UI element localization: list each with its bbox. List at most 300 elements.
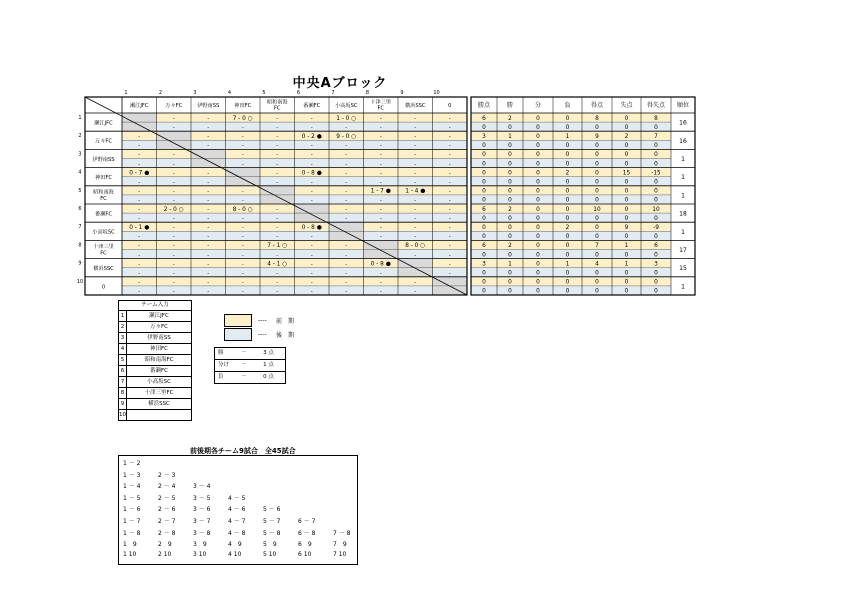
stat-value: 0 <box>624 179 629 186</box>
stat-value: 0 <box>595 197 599 204</box>
match-dash: - <box>241 243 244 250</box>
schedule-pairing: 1 － 7 <box>123 518 141 525</box>
legend-first-half <box>224 314 294 326</box>
match-dash: - <box>276 288 279 295</box>
stat-value: 0 <box>624 115 629 122</box>
stat-value: 0 <box>482 161 486 168</box>
match-dash: - <box>345 124 348 131</box>
schedule-pairing: 6 10 <box>298 550 312 558</box>
header-team-name: 万々FC <box>165 103 183 109</box>
match-dash: - <box>207 234 210 241</box>
stat-value: 0 <box>508 288 512 295</box>
registration-number: 5 <box>119 355 127 365</box>
registration-row <box>119 387 191 398</box>
registration-team-name[interactable]: 神田FC <box>149 346 168 352</box>
header-team-name: FC <box>377 105 385 112</box>
schedule-pairing: 3 10 <box>193 550 207 558</box>
registration-team-name[interactable]: 十津三里FC <box>144 390 174 396</box>
match-dash: - <box>138 252 141 259</box>
match-dash: - <box>345 288 348 295</box>
row-number: 8 <box>78 242 82 249</box>
registration-row <box>119 365 191 376</box>
stat-value: 8 <box>595 115 599 122</box>
column-number: 6 <box>296 90 301 96</box>
match-dash: - <box>207 279 210 286</box>
match-dash: - <box>241 152 244 159</box>
match-dash: - <box>448 188 451 195</box>
stat-value: 3 <box>654 261 658 268</box>
stat-value: 0 <box>536 143 540 150</box>
match-dash: - <box>448 124 451 131</box>
match-dash: - <box>345 152 348 159</box>
registration-team-name[interactable]: 昭和南海FC <box>144 357 174 363</box>
schedule-pairing: 4 10 <box>228 550 242 558</box>
stat-value: 2 <box>565 170 570 177</box>
schedule-pairing: 6 － 7 <box>298 518 316 525</box>
column-number: 7 <box>331 90 335 96</box>
stat-value: 0 <box>565 252 570 259</box>
stat-value: 1 <box>624 243 629 250</box>
match-dash: - <box>207 170 210 177</box>
stat-value: 0 <box>536 170 540 177</box>
stat-value: 6 <box>482 206 486 213</box>
stat-value: 0 <box>624 234 629 241</box>
stat-value: 2 <box>508 206 512 213</box>
match-dash: - <box>345 143 348 150</box>
row-team-name: 番瀬FC <box>95 211 112 218</box>
legend-second-label: 後 期 <box>276 331 295 339</box>
stat-value: 0 <box>565 161 570 168</box>
match-dash: - <box>414 170 417 177</box>
header-team-name: FC <box>273 105 281 112</box>
match-dash: - <box>276 179 279 186</box>
match-dash: - <box>276 124 279 131</box>
stat-value: 0 <box>654 179 658 186</box>
match-dash: - <box>345 270 348 277</box>
match-dash: - <box>310 197 313 204</box>
match-dash: - <box>379 143 382 150</box>
match-dash: - <box>207 197 210 204</box>
schedule-pairing: 4 － 6 <box>228 506 246 514</box>
match-dash: - <box>207 124 210 131</box>
first-half-swatch <box>224 314 252 327</box>
stat-value: 0 <box>565 279 570 286</box>
rank-value: 1 <box>681 174 685 182</box>
match-dash: - <box>276 270 279 277</box>
points-row <box>215 359 285 371</box>
match-dash: - <box>241 134 244 140</box>
match-result: 0 - 1 ● <box>129 225 150 231</box>
stat-value: 0 <box>654 252 658 259</box>
match-result: 2 - 0 ○ <box>163 206 184 213</box>
row-team-name: 0 <box>101 284 106 291</box>
stats-header: 分 <box>534 102 542 109</box>
column-number: 4 <box>227 90 232 96</box>
stat-value: 0 <box>482 288 486 295</box>
match-dash: - <box>138 179 141 186</box>
match-dash: - <box>138 288 141 295</box>
match-result: 0 - 8 ● <box>301 225 322 231</box>
schedule-pairing: 2 10 <box>158 550 172 558</box>
match-dash: - <box>276 161 279 168</box>
match-dash: - <box>310 188 313 195</box>
stat-value: 0 <box>536 124 540 131</box>
stat-value: 0 <box>536 188 540 195</box>
match-dash: - <box>172 188 175 195</box>
points-label: 勝 <box>218 350 224 356</box>
stat-value: 0 <box>565 143 570 150</box>
match-dash: - <box>379 161 382 168</box>
match-dash: - <box>172 261 175 268</box>
stat-value: 0 <box>565 206 570 213</box>
match-dash: - <box>241 261 244 268</box>
stat-value: 0 <box>508 215 512 222</box>
match-dash: - <box>448 152 451 159</box>
match-dash: - <box>172 243 175 250</box>
stat-value: 2 <box>565 225 570 231</box>
stat-value: 0 <box>508 225 512 231</box>
match-dash: - <box>241 225 244 231</box>
match-dash: - <box>414 288 417 295</box>
stat-value: 0 <box>482 225 486 231</box>
match-dash: - <box>414 124 417 131</box>
stat-value: 1 <box>565 134 570 140</box>
column-number: 9 <box>400 90 404 96</box>
schedule-pairing: 1 － 4 <box>123 483 141 491</box>
rank-value: 16 <box>679 137 687 145</box>
match-dash: - <box>448 161 451 168</box>
legend-second-half <box>224 328 294 340</box>
match-dash: - <box>138 188 141 195</box>
match-dash: - <box>448 115 451 122</box>
stat-value: 0 <box>482 179 486 186</box>
row-team-name: 伊野南SS <box>92 156 115 163</box>
match-dash: - <box>172 234 175 241</box>
match-dash: - <box>276 225 279 231</box>
stat-value: 1 <box>508 134 512 140</box>
registration-team-name[interactable]: 番瀬FC <box>149 368 168 374</box>
match-dash: - <box>310 161 313 168</box>
header-team-name: 0 <box>448 103 452 109</box>
row-number: 10 <box>76 278 84 285</box>
team-registration-table <box>118 300 192 421</box>
match-dash: - <box>207 134 210 140</box>
match-dash: - <box>448 179 451 186</box>
stat-value: 9 <box>624 225 629 231</box>
stat-value: 0 <box>624 188 629 195</box>
match-result: 0 - 8 ● <box>301 170 322 177</box>
stat-value: 6 <box>482 115 486 122</box>
stats-header: 失点 <box>620 102 633 109</box>
match-dash: - <box>345 197 348 204</box>
match-dash: - <box>241 288 244 295</box>
stat-value: 0 <box>595 215 599 222</box>
schedule-pairing: 1 10 <box>123 550 137 558</box>
stat-value: 0 <box>565 197 570 204</box>
stat-value: 0 <box>595 234 599 241</box>
match-dash: - <box>379 134 382 140</box>
stat-value: 10 <box>652 206 660 213</box>
match-dash: - <box>310 115 313 122</box>
match-dash: - <box>310 288 313 295</box>
header-team-name: 神田FC <box>234 103 252 109</box>
match-dash: - <box>310 243 313 250</box>
registration-team-name[interactable] <box>127 410 191 420</box>
match-dash: - <box>241 215 244 222</box>
stat-value: 0 <box>624 252 629 259</box>
stat-value: 3 <box>482 134 486 140</box>
stat-value: 0 <box>565 115 570 122</box>
row-number: 3 <box>78 151 82 158</box>
match-dash: - <box>345 206 348 213</box>
match-dash: - <box>172 152 175 159</box>
rank-value: 1 <box>681 156 685 163</box>
stat-value: 0 <box>536 288 540 295</box>
registration-number: 10 <box>119 412 126 418</box>
stat-value: 0 <box>508 252 512 259</box>
schedule-pairing: 4 9 <box>228 541 242 549</box>
match-dash: - <box>448 234 451 241</box>
stat-value: 0 <box>565 215 570 222</box>
registration-number: 4 <box>119 344 127 354</box>
header-team-name: 横浜SSC <box>404 103 426 109</box>
column-number: 5 <box>262 90 266 96</box>
stat-value: 0 <box>565 152 570 159</box>
match-dash: - <box>172 288 175 295</box>
match-dash: - <box>207 252 210 259</box>
match-result: 0 - 7 ● <box>129 170 150 177</box>
match-dash: - <box>172 179 175 186</box>
match-result: 7 - 0 ○ <box>232 115 253 122</box>
match-dash: - <box>138 134 141 140</box>
stat-value: 0 <box>508 161 512 168</box>
column-number: 1 <box>124 90 128 96</box>
match-dash: - <box>448 261 451 268</box>
schedule-pairing: 1 － 8 <box>123 529 141 537</box>
match-dash: - <box>379 170 382 177</box>
match-dash: - <box>345 170 348 177</box>
match-dash: - <box>276 215 279 222</box>
match-dash: - <box>241 252 244 259</box>
stats-header: 得点 <box>590 102 604 109</box>
rank-value: 1 <box>681 283 685 291</box>
match-dash: - <box>172 279 175 286</box>
stat-value: 0 <box>565 243 570 250</box>
schedule-pairing: 7 10 <box>333 550 347 558</box>
row-number: 5 <box>78 187 82 194</box>
registration-row <box>119 354 191 365</box>
match-result: 4 - 1 ○ <box>267 261 288 268</box>
registration-team-name[interactable]: 瀬江JFC <box>149 313 169 319</box>
schedule-pairing: 2 － 7 <box>158 518 176 525</box>
stat-value: 0 <box>565 124 570 131</box>
match-result: 1 - 7 ● <box>370 188 391 195</box>
row-number: 2 <box>78 133 82 140</box>
stat-value: -15 <box>651 170 661 177</box>
stat-value: 0 <box>536 215 540 222</box>
match-dash: - <box>241 188 244 195</box>
row-number: 7 <box>78 224 82 231</box>
match-dash: - <box>138 161 141 168</box>
stat-value: 0 <box>624 279 629 286</box>
match-dash: - <box>207 288 210 295</box>
stat-value: 0 <box>536 243 540 250</box>
match-dash: - <box>414 134 417 140</box>
stat-value: 6 <box>482 243 486 250</box>
schedule-pairing: 5 10 <box>263 550 277 558</box>
stat-value: 0 <box>595 170 599 177</box>
schedule-pairing: 2 － 4 <box>158 483 176 491</box>
match-dash: - <box>241 197 244 204</box>
schedule-pairing: 2 9 <box>158 541 172 549</box>
match-dash: - <box>172 270 175 277</box>
stat-value: 1 <box>624 261 629 268</box>
match-dash: - <box>138 152 141 159</box>
stat-value: 0 <box>595 179 599 186</box>
stat-value: 0 <box>508 279 512 286</box>
match-dash: - <box>414 252 417 259</box>
schedule-pairing: 3 － 7 <box>193 518 211 525</box>
stat-value: 0 <box>536 225 540 231</box>
match-dash: - <box>276 115 279 122</box>
points-row <box>215 371 285 383</box>
stat-value: 2 <box>508 115 512 122</box>
stat-value: 0 <box>595 252 599 259</box>
match-result: 1 - 4 ● <box>405 188 426 195</box>
stat-value: 10 <box>593 206 601 213</box>
match-dash: - <box>345 252 348 259</box>
registration-number: 2 <box>119 322 127 332</box>
row-team-name: FC <box>100 250 107 257</box>
stat-value: 0 <box>482 234 486 241</box>
schedule-pairing: 5 － 8 <box>263 529 281 537</box>
stat-value: 0 <box>508 270 512 277</box>
points-dash: － <box>241 374 247 380</box>
stat-value: 0 <box>654 124 658 131</box>
stat-value: 0 <box>595 152 599 159</box>
match-dash: - <box>448 270 451 277</box>
match-result: 7 - 1 ○ <box>267 243 288 250</box>
stat-value: 0 <box>482 124 486 131</box>
match-dash: - <box>379 234 382 241</box>
match-dash: - <box>276 170 279 177</box>
stats-header: 負 <box>564 102 571 109</box>
schedule-pairing: 4 － 8 <box>228 529 246 537</box>
stat-value: 0 <box>508 234 512 241</box>
points-value: 1 点 <box>263 362 274 368</box>
stat-value: 0 <box>624 197 629 204</box>
header-team-name: 伊野南SS <box>197 103 220 109</box>
registration-team-name[interactable]: 万々FC <box>149 324 168 330</box>
match-dash: - <box>276 234 279 241</box>
match-dash: - <box>414 152 417 159</box>
row-team-name: 横浜SSC <box>93 266 114 273</box>
match-dash: - <box>310 270 313 277</box>
match-dash: - <box>207 206 210 213</box>
stat-value: 0 <box>654 288 658 295</box>
match-dash: - <box>345 261 348 268</box>
match-dash: - <box>276 152 279 159</box>
schedule-table <box>118 455 358 565</box>
schedule-pairing: 3 9 <box>193 541 207 549</box>
stat-value: 0 <box>536 179 540 186</box>
schedule-pairing: 2 － 8 <box>158 529 176 537</box>
stats-header: 順位 <box>676 102 690 109</box>
match-dash: - <box>241 161 244 168</box>
stat-value: 0 <box>654 161 658 168</box>
registration-row <box>119 332 191 343</box>
match-dash: - <box>448 225 451 231</box>
rank-value: 1 <box>681 228 685 236</box>
stat-value: 0 <box>508 124 512 131</box>
rank-value: 1 <box>681 192 685 200</box>
registration-team-name[interactable]: 横浜SSC <box>148 401 170 407</box>
match-result: 8 - 0 ○ <box>232 206 253 213</box>
registration-number: 9 <box>119 399 127 409</box>
stat-value: 8 <box>654 115 658 122</box>
match-dash: - <box>138 243 141 250</box>
schedule-pairing: 1 9 <box>123 541 137 549</box>
match-dash: - <box>172 115 175 122</box>
points-dash: － <box>241 362 247 368</box>
match-dash: - <box>241 234 244 241</box>
registration-team-name[interactable]: 伊野南SS <box>147 335 171 341</box>
match-dash: - <box>172 225 175 231</box>
schedule-pairing: 2 － 6 <box>158 506 176 514</box>
stat-value: 4 <box>595 261 599 268</box>
registration-number: 6 <box>119 366 127 376</box>
stat-value: 0 <box>508 179 512 186</box>
rank-value: 18 <box>679 210 687 218</box>
schedule-pairing: 4 － 7 <box>228 518 246 525</box>
match-dash: - <box>414 197 417 204</box>
schedule-pairing: 1 － 6 <box>123 506 141 514</box>
stat-value: 0 <box>482 270 486 277</box>
rank-value: 16 <box>679 119 687 127</box>
match-dash: - <box>345 188 348 195</box>
stat-value: 0 <box>536 252 540 259</box>
points-dash: － <box>241 350 247 356</box>
schedule-pairing: 5 9 <box>263 541 277 549</box>
header-team-name: 小高坂SC <box>335 103 358 109</box>
stat-value: 0 <box>536 279 540 286</box>
match-dash: - <box>138 215 141 222</box>
match-dash: - <box>379 270 382 277</box>
match-dash: - <box>207 243 210 250</box>
stat-value: 0 <box>508 197 512 204</box>
match-dash: - <box>276 252 279 259</box>
match-dash: - <box>172 215 175 222</box>
match-result: 0 - 2 ● <box>301 134 322 140</box>
row-team-name: 瀬江JFC <box>94 120 113 127</box>
match-dash: - <box>276 279 279 286</box>
stat-value: 0 <box>654 279 658 286</box>
match-dash: - <box>241 124 244 131</box>
stat-value: 0 <box>482 215 486 222</box>
match-dash: - <box>414 215 417 222</box>
match-dash: - <box>207 270 210 277</box>
stat-value: 0 <box>482 279 486 286</box>
match-dash: - <box>379 179 382 186</box>
match-dash: - <box>172 170 175 177</box>
stat-value: 0 <box>565 179 570 186</box>
registration-number: 8 <box>119 388 127 398</box>
stat-value: 2 <box>624 134 629 140</box>
header-team-name: 昭和南海 <box>266 99 288 106</box>
stat-value: 0 <box>482 252 486 259</box>
registration-team-name[interactable]: 小高坂SC <box>147 379 171 385</box>
stat-value: 1 <box>508 261 512 268</box>
